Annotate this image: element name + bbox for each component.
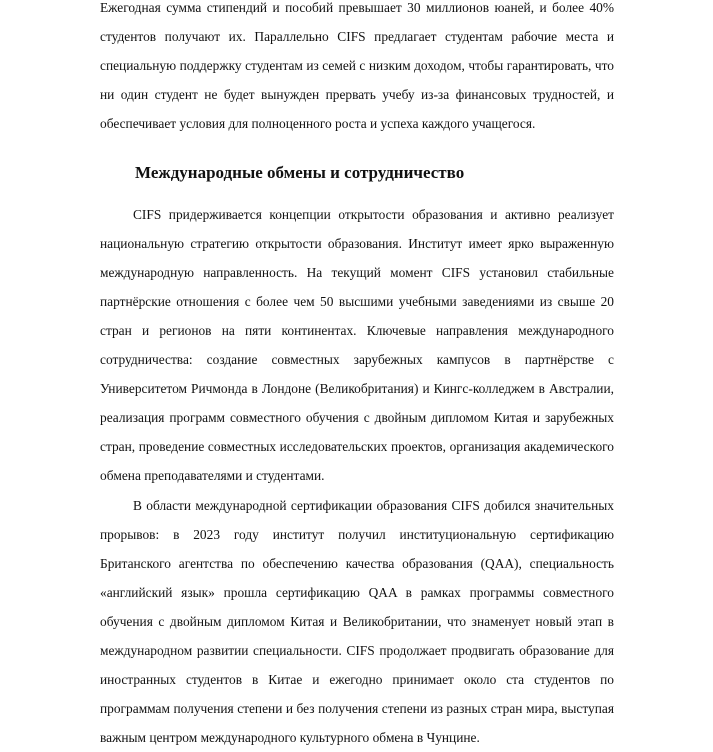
paragraph-certification: В области международной сертификации образования CIFS добился значительных прорывов: в 2023 году институт получил институциональную сертификацию Британского агентства по обеспечению качества образования (QAA), специальность «английский язык» прошла сертификацию QAA в рамках программы совместного обучения с двойным дипломом Китая и Великобритании, что знаменует новый этап в международном развитии специальности. CIFS продолжает продвигать образование для иностранных студентов в Китае и ежегодно принимает около ста студентов по программам получения степени и без получения степени из разных стран мира, выступая важным центром международного культурного обмена в Чунцине. [100, 498, 614, 745]
paragraph-international-cooperation: CIFS придерживается концепции открытости образования и активно реализует национальную стратегию открытости образования. Институт имеет ярко выраженную международную направленность. На текущий момент CIFS установил стабильные партнёрские отношения с более чем 50 высшими учебными заведениями из свыше 20 стран и регионов на пяти континентах. Ключевые направления международного сотрудничества: создание совместных зарубежных кампусов в партнёрстве с Университетом Ричмонда в Лондоне (Великобритания) и Кингс-колледжем в Австралии, реализация программ совместного обучения с двойным дипломом Китая и зарубежных стран, проведение совместных исследовательских проектов, организация академического обмена преподавателями и студентами. [100, 207, 614, 483]
section-heading: Международные обмены и сотрудничество [135, 163, 465, 182]
paragraph-scholarships: Ежегодная сумма стипендий и пособий превышает 30 миллионов юаней, и более 40% студентов получают их. Параллельно CIFS предлагает студентам рабочие места и специальную поддержку студентам из семей с низким доходом, чтобы гарантировать, что ни один студент не будет вынужден прервать учебу из-за финансовых трудностей, и обеспечивает условия для полноценного роста и успеха каждого учащегося. [100, 0, 614, 131]
